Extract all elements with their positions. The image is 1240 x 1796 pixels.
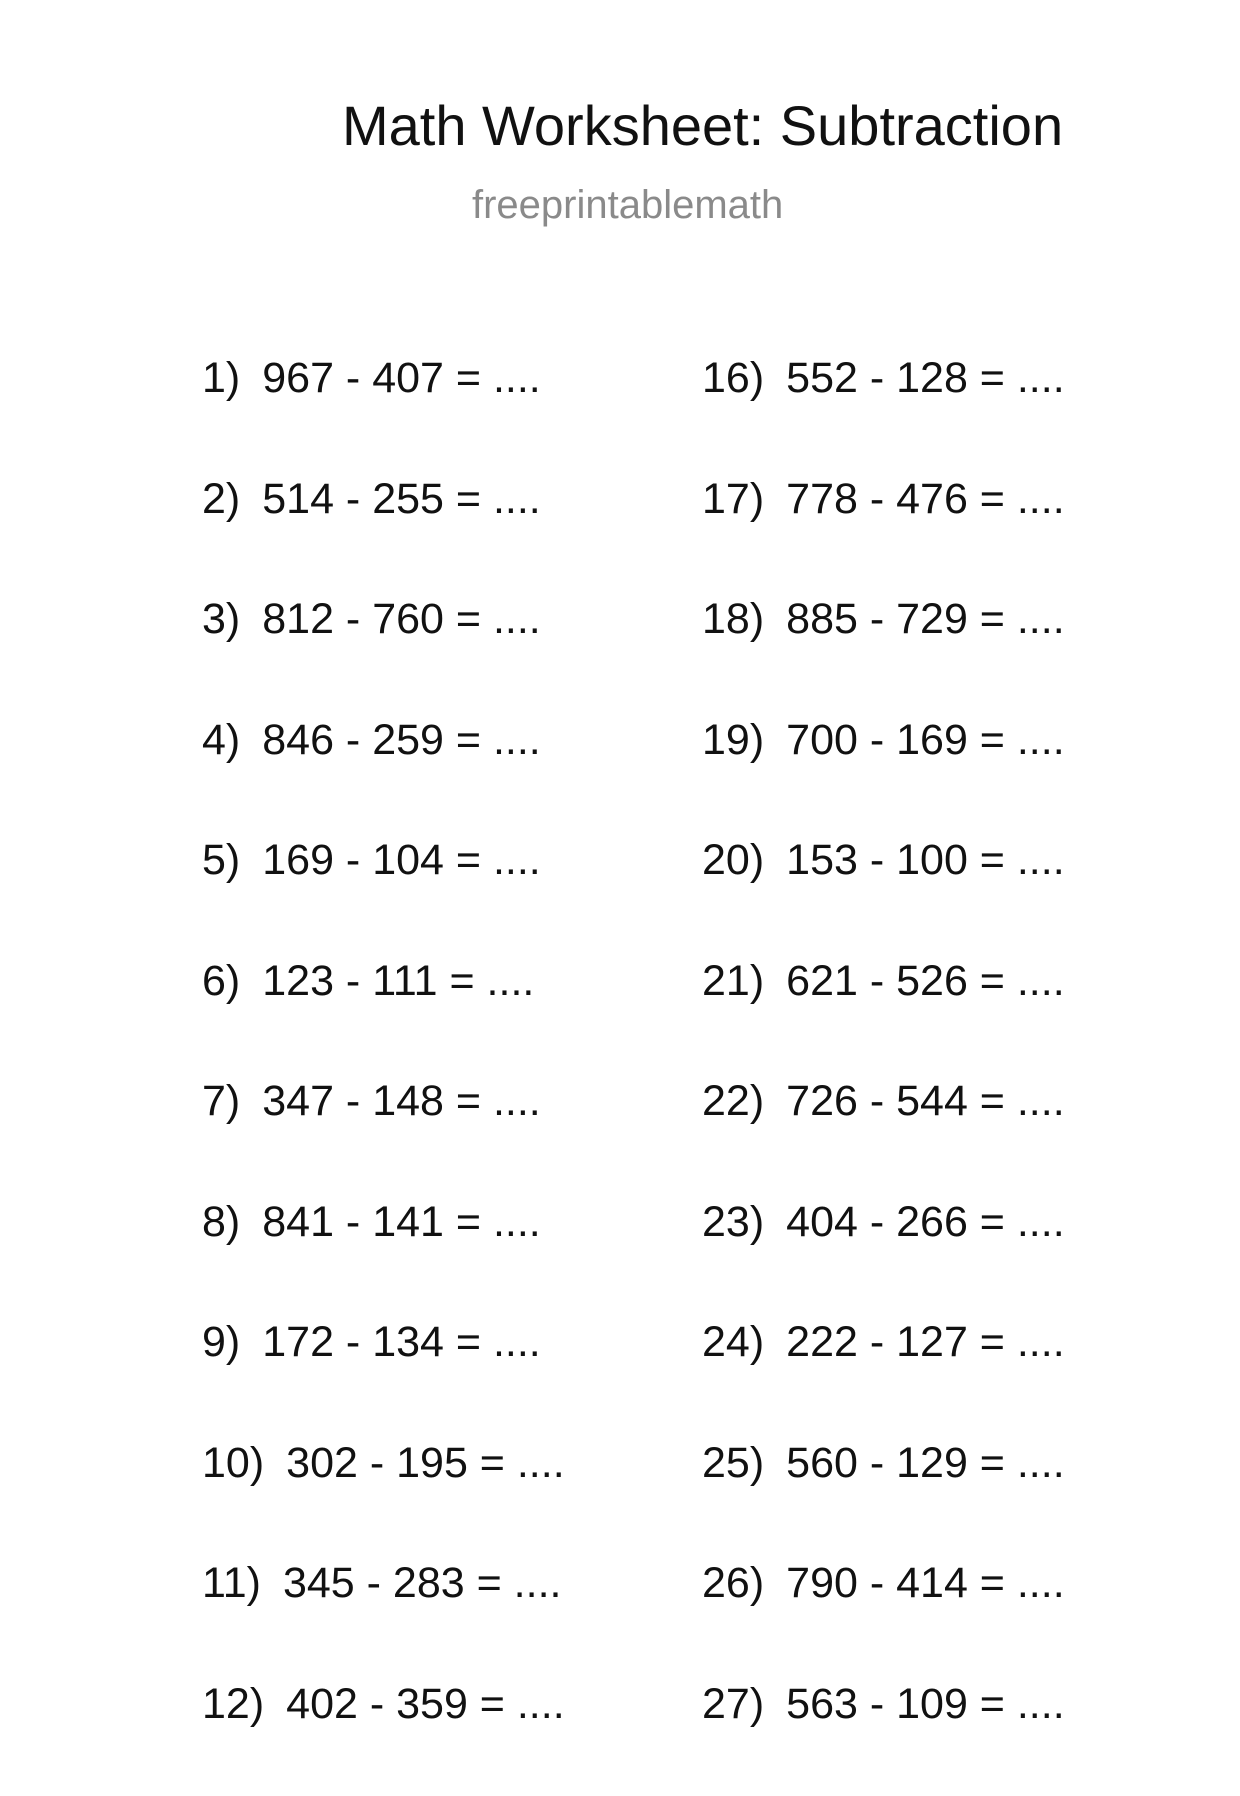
problem-item (702, 591, 1162, 712)
problem-item (702, 953, 1162, 1074)
problem-number: 6) (202, 953, 240, 1009)
problem-item (202, 1194, 662, 1315)
problem-item (702, 1073, 1162, 1194)
problem-expression: 402 - 359 = .... (286, 1680, 565, 1728)
problem-item (702, 350, 1162, 471)
problem-number: 18) (702, 591, 764, 647)
problem-expression: 726 - 544 = .... (786, 1077, 1065, 1125)
problem-item (702, 1314, 1162, 1435)
problem-expression: 841 - 141 = .... (262, 1198, 541, 1246)
problem-item (702, 1435, 1162, 1556)
problem-number: 3) (202, 591, 240, 647)
problem-number: 16) (702, 350, 764, 406)
problem-number: 26) (702, 1555, 764, 1611)
problem-expression: 302 - 195 = .... (286, 1439, 565, 1487)
problem-number: 17) (702, 471, 764, 527)
problem-item (702, 832, 1162, 953)
problem-item (202, 1073, 662, 1194)
problem-number: 23) (702, 1194, 764, 1250)
problem-number: 9) (202, 1314, 240, 1370)
problem-expression: 560 - 129 = .... (786, 1439, 1065, 1487)
problem-number: 19) (702, 712, 764, 768)
problem-item (202, 471, 662, 592)
problem-expression: 563 - 109 = .... (786, 1680, 1065, 1728)
problem-expression: 123 - 111 = .... (262, 957, 534, 1005)
problem-item (202, 1314, 662, 1435)
problem-item (202, 712, 662, 833)
problem-number: 21) (702, 953, 764, 1009)
problem-column-right (702, 350, 1162, 1796)
problem-item (702, 1194, 1162, 1315)
problem-item (702, 1555, 1162, 1676)
problem-expression: 169 - 104 = .... (262, 836, 541, 884)
problem-expression: 404 - 266 = .... (786, 1198, 1065, 1246)
problem-item (702, 471, 1162, 592)
problem-number: 1) (202, 350, 240, 406)
problem-expression: 347 - 148 = .... (262, 1077, 541, 1125)
problem-expression: 846 - 259 = .... (262, 716, 541, 764)
problem-expression: 790 - 414 = .... (786, 1559, 1065, 1607)
problem-expression: 967 - 407 = .... (262, 354, 541, 402)
page-subtitle: freeprintablemath (472, 185, 783, 225)
problem-column-left (202, 350, 662, 1796)
problem-expression: 621 - 526 = .... (786, 957, 1065, 1005)
problem-number: 12) (202, 1676, 264, 1732)
problem-number: 10) (202, 1435, 264, 1491)
problem-item (202, 832, 662, 953)
page-title: Math Worksheet: Subtraction (342, 98, 1063, 154)
problem-item (202, 953, 662, 1074)
problem-item (202, 1555, 662, 1676)
problem-expression: 345 - 283 = .... (283, 1559, 562, 1607)
problem-expression: 514 - 255 = .... (262, 475, 541, 523)
problem-number: 20) (702, 832, 764, 888)
problem-expression: 552 - 128 = .... (786, 354, 1065, 402)
problem-item (702, 712, 1162, 833)
problem-number: 25) (702, 1435, 764, 1491)
problem-expression: 700 - 169 = .... (786, 716, 1065, 764)
problem-expression: 153 - 100 = .... (786, 836, 1065, 884)
problem-item (202, 591, 662, 712)
problem-number: 8) (202, 1194, 240, 1250)
problem-number: 24) (702, 1314, 764, 1370)
problem-number: 2) (202, 471, 240, 527)
problem-item (202, 1676, 662, 1796)
problem-item (202, 1435, 662, 1556)
problem-expression: 885 - 729 = .... (786, 595, 1065, 643)
problem-item (202, 350, 662, 471)
problem-expression: 222 - 127 = .... (786, 1318, 1065, 1366)
problem-expression: 172 - 134 = .... (262, 1318, 541, 1366)
problem-expression: 812 - 760 = .... (262, 595, 541, 643)
problem-number: 7) (202, 1073, 240, 1129)
problem-number: 11) (202, 1555, 261, 1611)
problem-item (702, 1676, 1162, 1796)
problem-expression: 778 - 476 = .... (786, 475, 1065, 523)
problem-number: 5) (202, 832, 240, 888)
problem-number: 22) (702, 1073, 764, 1129)
problem-number: 4) (202, 712, 240, 768)
problem-number: 27) (702, 1676, 764, 1732)
